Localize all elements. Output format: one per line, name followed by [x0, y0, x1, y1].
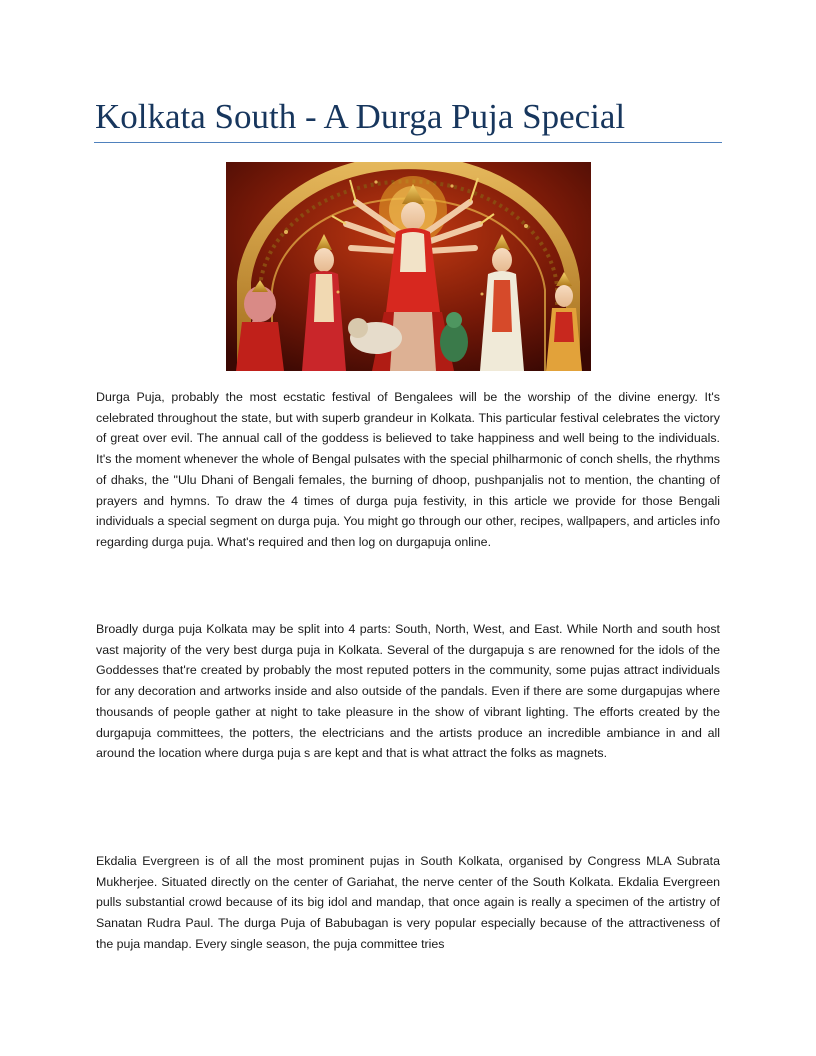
paragraph-regions: Broadly durga puja Kolkata may be split into 4 parts: South, North, West, and East. While North and south host vast majority of the very best durga puja in Kolkata. Several of the durgapuja s are renowned for the idols of the Goddesses that're created by probably the most reputed potters in the community, some pujas attract individuals for any decoration and artworks inside and also outside of the pandals. Even if there are some durgapujas where thousands of people gather at night to take pleasure in the show of vibrant lighting. The efforts created by the durgapuja committees, the potters, the electricians and the artists produce an incredible ambiance in and all around the location where durga puja s are kept and that is what attract the folks as magnets.: [96, 622, 720, 761]
document-title: Kolkata South - A Durga Puja Special: [95, 97, 626, 136]
durga-puja-image: [226, 162, 591, 371]
paragraph-intro: Durga Puja, probably the most ecstatic festival of Bengalees will be the worship of the divine energy. It's celebrated throughout the state, but with superb grandeur in Kolkata. This particular festival celebrates the victory of great over evil. The annual call of the goddess is believed to take happiness and well being to the individuals. It's the moment whenever the whole of Bengal pulsates with the special philharmonic of conch shells, the rhythms of dhaks, the "Ulu Dhani of Bengali females, the burning of dhoop, pushpanjalis not to mention, the chanting of prayers and hymns. To draw the 4 times of durga puja festivity, in this article we provide for those Bengali individuals a special segment on durga puja. You might go through our other, recipes, wallpapers, and articles info regarding durga puja. What's required and then log on durgapuja online.: [96, 390, 720, 549]
title-underline: [94, 142, 722, 143]
paragraph-ekdalia: Ekdalia Evergreen is of all the most prominent pujas in South Kolkata, organised by Congress MLA Subrata Mukherjee. Situated directly on the center of Gariahat, the nerve center of the South Kolkata. Ekdalia Evergreen pulls substantial crowd because of its big idol and mandap, that once again is really a specimen of the artistry of Sanatan Rudra Paul. The durga Puja of Babubagan is very popular especially because of the attractiveness of the puja mandap. Every single season, the puja committee tries: [96, 854, 720, 951]
